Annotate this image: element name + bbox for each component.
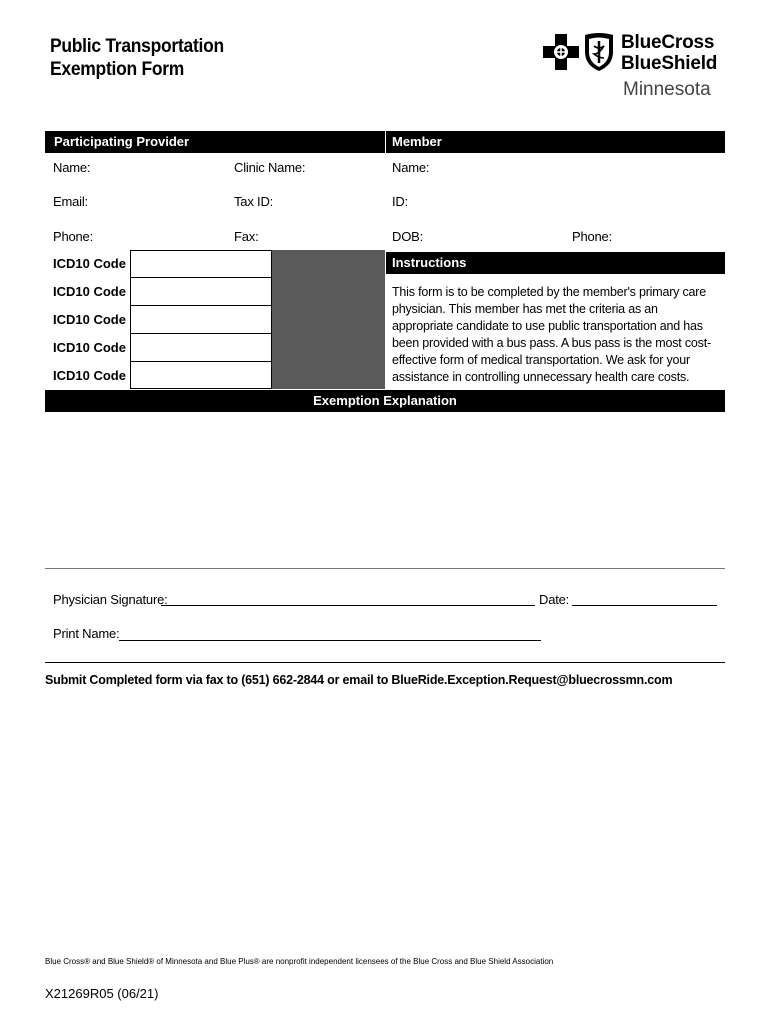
icd-code-input-4[interactable] <box>131 334 271 361</box>
provider-clinic-label: Clinic Name: <box>234 160 306 175</box>
icd-label-5: ICD10 Code <box>53 368 126 383</box>
icd-label-2: ICD10 Code <box>53 284 126 299</box>
provider-taxid-label: Tax ID: <box>234 194 274 209</box>
form-title <box>50 35 224 81</box>
logo-brand-line2: BlueShield <box>621 53 718 74</box>
explanation-header-bar <box>45 390 725 412</box>
icd-code-input-5[interactable] <box>131 362 271 388</box>
submit-instructions: Submit Completed form via fax to (651) 662-2844 or email to BlueRide.Exception.Request@bluecrossmn.com <box>45 673 673 687</box>
member-header: Member <box>392 134 442 149</box>
logo-brand-line1: BlueCross <box>621 32 715 53</box>
submit-rule <box>45 662 725 663</box>
icd-label-4: ICD10 Code <box>53 340 126 355</box>
form-id: X21269R05 (06/21) <box>45 986 159 1001</box>
bcbs-logo <box>543 32 733 102</box>
physician-signature-field[interactable] <box>161 604 535 606</box>
instructions-body: This form is to be completed by the member's primary care physician. This member has met the criteria as an appropriate candidate to use public transportation and has been provided with a bus pass. A bus pass is the most cost-effective form of medical transportation. We ask for your assistance in controlling unnecessary health care costs. <box>392 285 711 384</box>
blue-cross-icon <box>543 34 579 70</box>
blue-shield-icon <box>583 32 615 72</box>
date-field[interactable] <box>572 604 717 606</box>
legal-note: Blue Cross® and Blue Shield® of Minnesota and Blue Plus® are nonprofit independent licensees of the Blue Cross and Blue Shield Association <box>45 957 554 966</box>
icd-code-input-3[interactable] <box>131 306 271 333</box>
member-header-bar <box>386 131 725 153</box>
icd-code-input-1[interactable] <box>131 251 271 277</box>
instructions-header-bar <box>386 252 725 274</box>
provider-fax-label: Fax: <box>234 229 259 244</box>
member-dob-label: DOB: <box>392 229 423 244</box>
date-label: Date: <box>539 592 570 607</box>
icd-code-table <box>45 250 272 389</box>
icd-label-1: ICD10 Code <box>53 256 126 271</box>
provider-header: Participating Provider <box>54 134 190 149</box>
icd-table-bottom <box>130 388 272 389</box>
icd-code-input-2[interactable] <box>131 278 271 305</box>
provider-name-label: Name: <box>53 160 91 175</box>
provider-header-bar <box>45 131 385 153</box>
explanation-textarea[interactable] <box>45 413 725 567</box>
explanation-bottom-rule <box>45 568 725 569</box>
logo-brand <box>621 32 717 74</box>
provider-phone-label: Phone: <box>53 229 94 244</box>
print-name-field[interactable] <box>119 639 541 641</box>
shaded-block <box>272 250 385 389</box>
member-phone-label: Phone: <box>572 229 613 244</box>
form-title-line1: Public Transportation <box>50 36 224 57</box>
explanation-header: Exemption Explanation <box>313 393 457 408</box>
instructions-header: Instructions <box>392 255 467 270</box>
member-name-label: Name: <box>392 160 430 175</box>
form-title-line2: Exemption Form <box>50 59 185 80</box>
icd-label-3: ICD10 Code <box>53 312 126 327</box>
print-name-label: Print Name: <box>53 626 120 641</box>
logo-region: Minnesota <box>623 79 711 100</box>
provider-email-label: Email: <box>53 194 88 209</box>
member-id-label: ID: <box>392 194 409 209</box>
physician-signature-label: Physician Signature: <box>53 592 168 607</box>
